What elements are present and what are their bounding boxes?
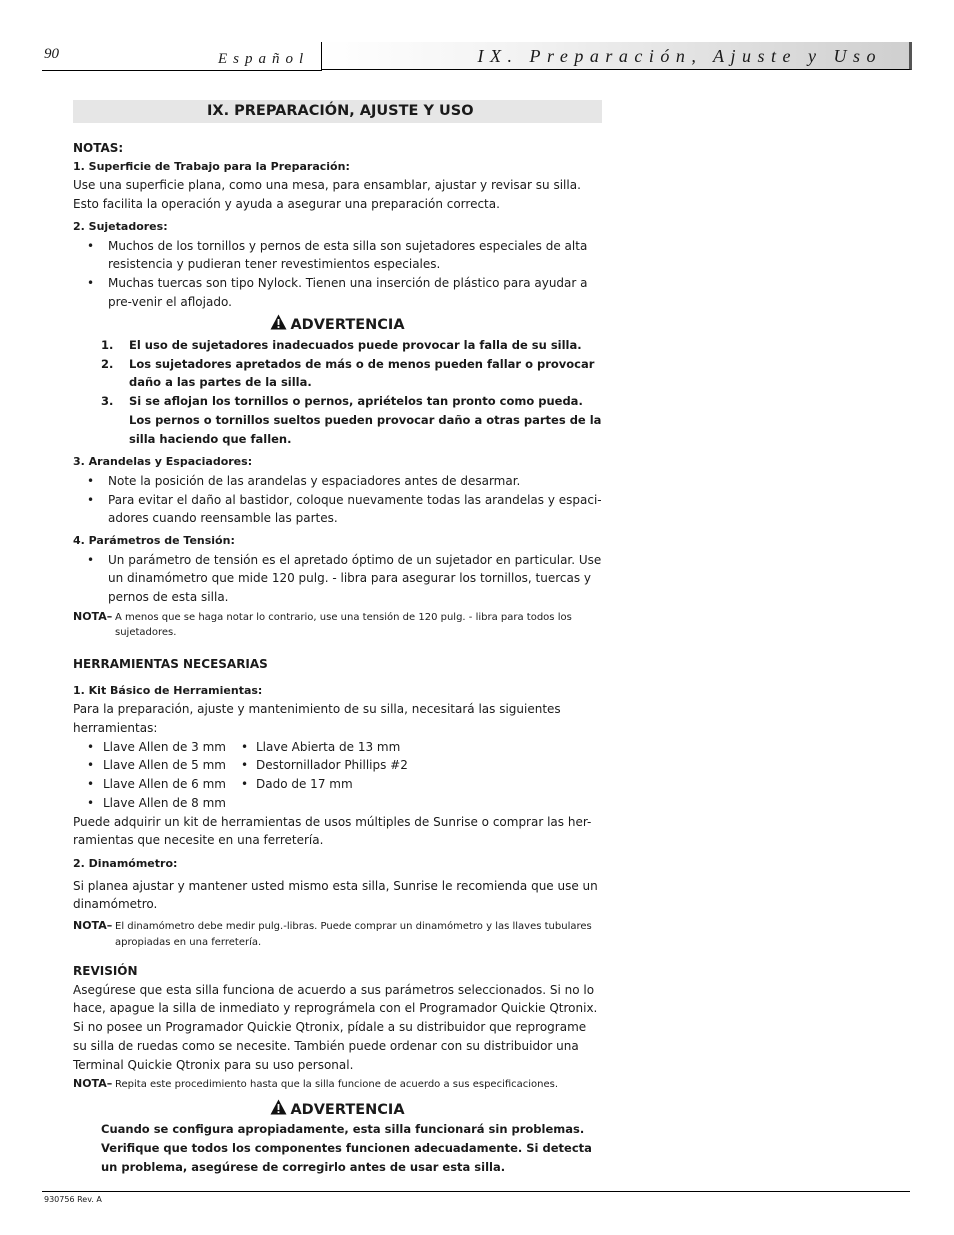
warning-body: Cuando se configura apropiadamente, esta silla funcionará sin problemas. Verifique que todos los componentes funcionen adecuadamente. Si detecta un problema, asegúrese de corregirlo antes de usar esta silla.	[101, 1122, 592, 1175]
warning-title	[73, 314, 602, 335]
list-item: 2. Los sujetadores apretados de más o de menos pueden fallar o provocar daño a las partes de la silla.	[101, 356, 595, 390]
header-band	[322, 42, 912, 70]
tools-dina-title: 2. Dinamómetro:	[73, 856, 178, 870]
warning-icon	[270, 314, 287, 330]
list-item: • Dado de 17 mm	[239, 775, 408, 794]
revision-heading: REVISIÓN	[73, 964, 138, 979]
warning-title	[73, 1099, 602, 1120]
section-title: IX. PREPARACIÓN, AJUSTE Y USO	[73, 100, 602, 123]
footer-rule	[42, 1191, 910, 1192]
doc-number: 930756 Rev. A	[44, 1195, 102, 1204]
main-content	[73, 100, 602, 1177]
list-item: • Llave Allen de 3 mm	[73, 738, 239, 757]
list-item: • Llave Allen de 5 mm	[73, 756, 239, 775]
list-item: • Muchas tuercas son tipo Nylock. Tienen una inserción de plástico para ayudar a pre-venir el aflojado.	[73, 274, 602, 311]
list-item: 1. El uso de sujetadores inadecuados puede provocar la falla de su silla.	[101, 338, 582, 353]
tools-columns	[73, 738, 602, 813]
nota-tension: NOTA– A menos que se haga notar lo contrario, use una tensión de 120 pulg. - libra para todos los sujetadores.	[73, 609, 572, 639]
nota-revision: NOTA– Repita este procedimiento hasta que la silla funcione de acuerdo a sus especificaciones.	[73, 1077, 559, 1091]
page-number: 90	[44, 46, 59, 62]
notas-item4-title: 4. Parámetros de Tensión:	[73, 534, 235, 548]
list-item: 3. Si se aflojan los tornillos o pernos, apriételos tan pronto como pueda. Los pernos o tornillos sueltos pueden provocar daño a otras partes de la silla haciendo que fallen.	[101, 394, 602, 446]
list-item: • Para evitar el daño al bastidor, coloque nuevamente todas las arandelas y espaci-adores cuando reensamble las partes.	[73, 491, 602, 528]
list-item: • Llave Allen de 8 mm	[73, 794, 239, 813]
notas-item3-title: 3. Arandelas y Espaciadores:	[73, 455, 253, 469]
notas-item1-title: 1. Superficie de Trabajo para la Preparación:	[73, 159, 350, 173]
list-item: • Muchos de los tornillos y pernos de esta silla son sujetadores especiales de alta resistencia y pudieran tener revestimientos especiales.	[73, 237, 602, 274]
tools-col1	[73, 738, 239, 813]
warning-title-text: ADVERTENCIA	[290, 317, 405, 334]
warning-icon	[270, 1099, 287, 1115]
nota-dinamometro: NOTA– El dinamómetro debe medir pulg.-libras. Puede comprar un dinamómetro y las llaves tubulares apropiadas en una ferretería.	[73, 919, 592, 948]
tools-kit-title: 1. Kit Básico de Herramientas:	[73, 683, 263, 697]
notas-item2-list	[73, 237, 602, 312]
warning-list	[73, 336, 602, 448]
list-item: • Llave Abierta de 13 mm	[239, 738, 408, 757]
tools-col2	[239, 738, 408, 794]
notas-heading: NOTAS:	[73, 141, 124, 155]
list-item: • Llave Allen de 6 mm	[73, 775, 239, 794]
tools-heading: HERRAMIENTAS NECESARIAS	[73, 656, 268, 671]
tools-kit-intro: Para la preparación, ajuste y mantenimiento de su silla, necesitará las siguientes herramientas:	[73, 702, 561, 735]
warning-title-text: ADVERTENCIA	[290, 1101, 405, 1118]
list-item: • Note la posición de las arandelas y espaciadores antes de desarmar.	[73, 472, 602, 491]
header-rule	[42, 70, 322, 71]
revision-text: Asegúrese que esta silla funciona de acuerdo a sus parámetros seleccionados. Si no lo hace, apague la silla de inmediato y reprográmela con el Programador Quickie Qtronix. Si no posee un Programador Quickie Qtronix, pídale a su distribuidor que reprograme su silla de ruedas como se necesite. También puede ordenar con su distribuidor una Terminal Quickie Qtronix para su uso personal.	[73, 982, 598, 1072]
notas-item2-title: 2. Sujetadores:	[73, 219, 168, 233]
list-item: • Un parámetro de tensión es el apretado óptimo de un sujetador en particular. Use un dinamómetro que mide 120 pulg. - libra para asegurar los tornillos, tuercas y pernos de esta silla.	[73, 551, 602, 607]
list-item: • Destornillador Phillips #2	[239, 756, 408, 775]
tools-kit-outro: Puede adquirir un kit de herramientas de usos múltiples de Sunrise o comprar las her-ramientas que necesite en una ferretería.	[73, 814, 592, 848]
tools-dina-text: Si planea ajustar y mantener usted mismo esta silla, Sunrise le recomienda que use un dinamómetro.	[73, 878, 598, 912]
language-label: Español	[218, 51, 310, 67]
chapter-title: IX. Preparación, Ajuste y Uso	[477, 46, 882, 66]
notas-item3-list	[73, 472, 602, 528]
notas-item1-text: Use una superficie plana, como una mesa, para ensamblar, ajustar y revisar su silla. Esto facilita la operación y ayuda a asegurar una preparación correcta.	[73, 178, 581, 212]
notas-item4-list	[73, 551, 602, 607]
